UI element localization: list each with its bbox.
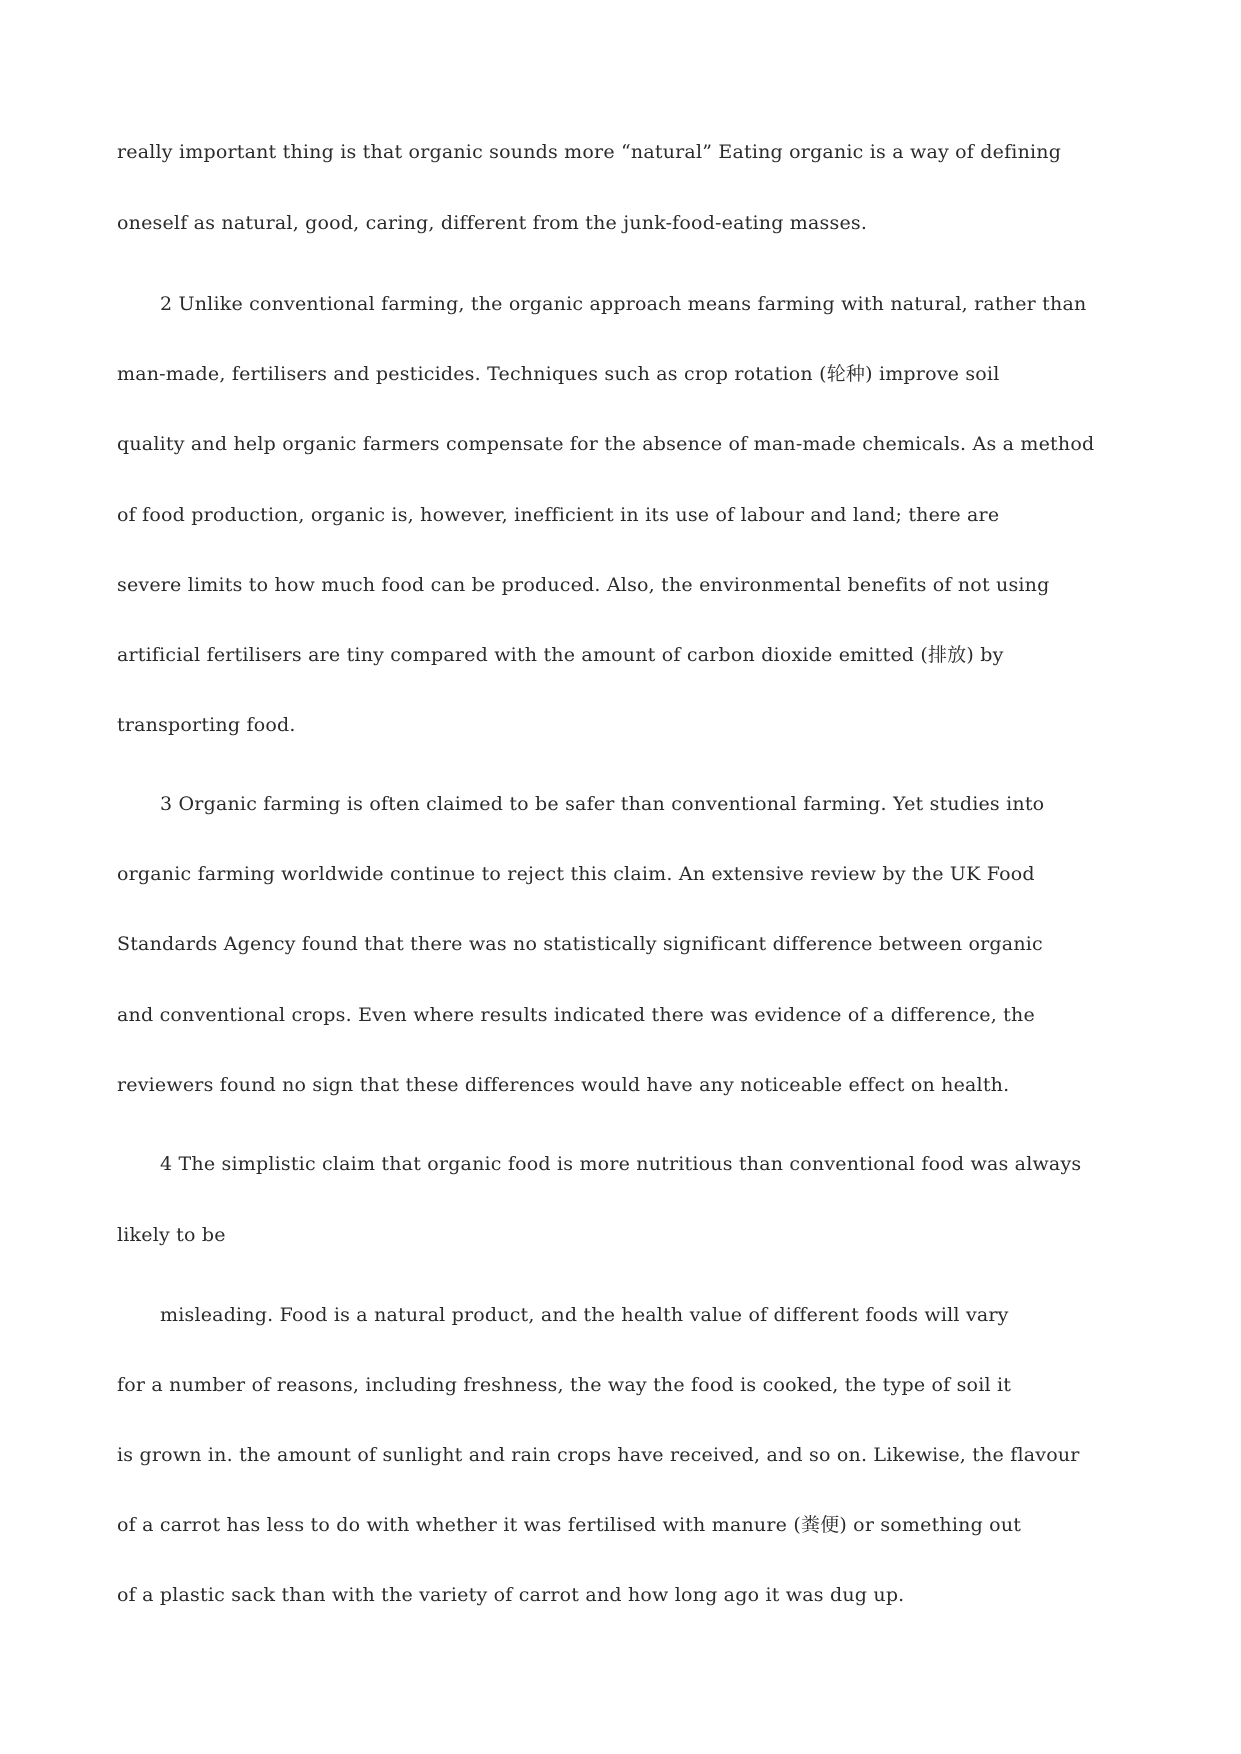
text-line: artificial fertilisers are tiny compared with the amount of carbon dioxide emitted (排放) by bbox=[117, 644, 1004, 666]
text-line: oneself as natural, good, caring, different from the junk-food-eating masses. bbox=[117, 212, 868, 234]
text-line: of food production, organic is, however, inefficient in its use of labour and land; there are bbox=[117, 504, 1000, 526]
paragraph-continuation: misleading. Food is a natural product, and the health value of different foods will vary bbox=[160, 1304, 1009, 1326]
text-line: reviewers found no sign that these differences would have any noticeable effect on health. bbox=[117, 1074, 1010, 1096]
text-line: likely to be bbox=[117, 1224, 226, 1246]
text-line: Standards Agency found that there was no statistically significant difference between organic bbox=[117, 933, 1043, 955]
text-line: organic farming worldwide continue to reject this claim. An extensive review by the UK Food bbox=[117, 863, 1035, 885]
text-line: is grown in. the amount of sunlight and rain crops have received, and so on. Likewise, the flavour bbox=[117, 1444, 1080, 1466]
text-line: and conventional crops. Even where results indicated there was evidence of a difference, the bbox=[117, 1004, 1035, 1026]
text-line: really important thing is that organic sounds more “natural” Eating organic is a way of defining bbox=[117, 141, 1062, 163]
paragraph-4-start: 4 The simplistic claim that organic food is more nutritious than conventional food was always bbox=[160, 1153, 1082, 1175]
text-line: quality and help organic farmers compensate for the absence of man-made chemicals. As a method bbox=[117, 433, 1095, 455]
text-line: of a carrot has less to do with whether it was fertilised with manure (粪便) or something out bbox=[117, 1514, 1022, 1536]
text-line: severe limits to how much food can be produced. Also, the environmental benefits of not using bbox=[117, 574, 1050, 596]
text-line: of a plastic sack than with the variety of carrot and how long ago it was dug up. bbox=[117, 1584, 905, 1606]
paragraph-3-start: 3 Organic farming is often claimed to be safer than conventional farming. Yet studies into bbox=[160, 793, 1045, 815]
text-line: man-made, fertilisers and pesticides. Techniques such as crop rotation (轮种) improve soil bbox=[117, 363, 1000, 385]
paragraph-2-start: 2 Unlike conventional farming, the organic approach means farming with natural, rather than bbox=[160, 293, 1087, 315]
text-line: transporting food. bbox=[117, 714, 296, 736]
text-line: for a number of reasons, including freshness, the way the food is cooked, the type of soil it bbox=[117, 1374, 1012, 1396]
